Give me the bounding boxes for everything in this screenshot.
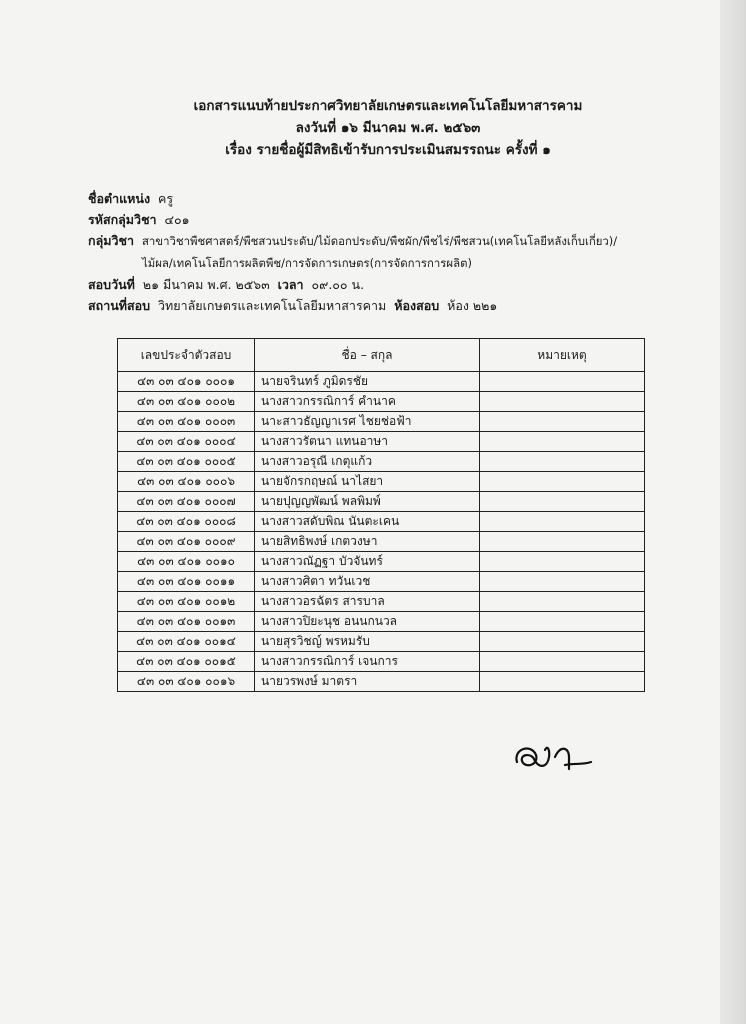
exam-date-label: สอบวันที่ bbox=[88, 277, 135, 292]
exam-id-cell: ๔๓ ๐๓ ๔๐๑ ๐๐๐๖ bbox=[118, 472, 255, 492]
table-row bbox=[118, 472, 645, 492]
note-cell bbox=[480, 632, 645, 652]
exam-id-cell: ๔๓ ๐๓ ๔๐๑ ๐๐๐๒ bbox=[118, 392, 255, 412]
subject-group-row bbox=[88, 230, 708, 252]
name-cell: นายปุญญพัฒน์ พลพิมพ์ bbox=[255, 492, 480, 512]
table-row bbox=[118, 392, 645, 412]
column-header-name: ชื่อ – สกุล bbox=[255, 339, 480, 372]
name-cell: นายสิทธิพงษ์ เกตวงษา bbox=[255, 532, 480, 552]
table-row bbox=[118, 612, 645, 632]
subject-code-row bbox=[88, 209, 708, 230]
venue-label: สถานที่สอบ bbox=[88, 298, 151, 313]
exam-id-cell: ๔๓ ๐๓ ๔๐๑ ๐๐๑๕ bbox=[118, 652, 255, 672]
candidate-table bbox=[117, 338, 645, 692]
exam-id-cell: ๔๓ ๐๓ ๔๐๑ ๐๐๐๙ bbox=[118, 532, 255, 552]
note-cell bbox=[480, 412, 645, 432]
note-cell bbox=[480, 532, 645, 552]
note-cell bbox=[480, 592, 645, 612]
table-row bbox=[118, 572, 645, 592]
name-cell: นางสาวกรรณิการ์ คำนาค bbox=[255, 392, 480, 412]
subject-group-label: กลุ่มวิชา bbox=[88, 233, 134, 248]
table-row bbox=[118, 552, 645, 572]
subject-group-value: สาขาวิชาพืชศาสตร์/พืชสวนประดับ/ไม้ดอกประดับ/พืชผัก/พืชไร่/พืชสวน(เทคโนโลยีหลังเก็บเกี่ยว)/ bbox=[141, 234, 618, 248]
exam-date-row bbox=[88, 274, 708, 295]
header-line-1: เอกสารแนบท้ายประกาศวิทยาลัยเกษตรและเทคโนโลยีมหาสารคาม bbox=[193, 98, 583, 114]
note-cell bbox=[480, 392, 645, 412]
venue-row bbox=[88, 295, 708, 316]
room-value: ห้อง ๒๒๑ bbox=[447, 298, 498, 313]
exam-id-cell: ๔๓ ๐๓ ๔๐๑ ๐๐๐๑ bbox=[118, 372, 255, 392]
column-header-exam-id: เลขประจำตัวสอบ bbox=[118, 339, 255, 372]
header-line-2: ลงวันที่ ๑๖ มีนาคม พ.ศ. ๒๕๖๓ bbox=[295, 120, 481, 136]
exam-id-cell: ๔๓ ๐๓ ๔๐๑ ๐๐๑๐ bbox=[118, 552, 255, 572]
exam-id-cell: ๔๓ ๐๓ ๔๐๑ ๐๐๑๔ bbox=[118, 632, 255, 652]
note-cell bbox=[480, 652, 645, 672]
note-cell bbox=[480, 452, 645, 472]
name-cell: นายวรพงษ์ มาตรา bbox=[255, 672, 480, 692]
exam-id-cell: ๔๓ ๐๓ ๔๐๑ ๐๐๐๔ bbox=[118, 432, 255, 452]
exam-id-cell: ๔๓ ๐๓ ๔๐๑ ๐๐๐๓ bbox=[118, 412, 255, 432]
exam-id-cell: ๔๓ ๐๓ ๔๐๑ ๐๐๑๒ bbox=[118, 592, 255, 612]
exam-id-cell: ๔๓ ๐๓ ๔๐๑ ๐๐๐๗ bbox=[118, 492, 255, 512]
note-cell bbox=[480, 552, 645, 572]
exam-info bbox=[88, 188, 708, 316]
exam-id-cell: ๔๓ ๐๓ ๔๐๑ ๐๐๑๖ bbox=[118, 672, 255, 692]
table-row bbox=[118, 452, 645, 472]
name-cell: นายสุรวิชญ์ พรหมรับ bbox=[255, 632, 480, 652]
header-line-3: เรื่อง รายชื่อผู้มีสิทธิเข้ารับการประเมินสมรรถนะ ครั้งที่ ๑ bbox=[225, 142, 551, 158]
name-cell: นางสาวศิตา ทวันเวช bbox=[255, 572, 480, 592]
position-value: ครู bbox=[158, 191, 174, 206]
note-cell bbox=[480, 512, 645, 532]
table-row bbox=[118, 652, 645, 672]
exam-time-value: ๐๙.๐๐ น. bbox=[311, 277, 365, 292]
exam-id-cell: ๔๓ ๐๓ ๔๐๑ ๐๐๐๘ bbox=[118, 512, 255, 532]
note-cell bbox=[480, 432, 645, 452]
name-cell: นายจักรกฤษณ์ นาไสยา bbox=[255, 472, 480, 492]
name-cell: นางสาวสดับพิณ นันตะเคน bbox=[255, 512, 480, 532]
note-cell bbox=[480, 612, 645, 632]
table-row bbox=[118, 492, 645, 512]
subject-code-value: ๔๐๑ bbox=[164, 212, 190, 227]
table-row bbox=[118, 532, 645, 552]
column-header-note: หมายเหตุ bbox=[480, 339, 645, 372]
table-row bbox=[118, 372, 645, 392]
exam-id-cell: ๔๓ ๐๓ ๔๐๑ ๐๐๑๑ bbox=[118, 572, 255, 592]
exam-id-cell: ๔๓ ๐๓ ๔๐๑ ๐๐๑๓ bbox=[118, 612, 255, 632]
table-row bbox=[118, 512, 645, 532]
handwritten-signature bbox=[505, 735, 600, 780]
subject-group-value-continued: ไม้ผล/เทคโนโลยีการผลิตพืช/การจัดการเกษตร(การจัดการการผลิต) bbox=[142, 256, 472, 270]
position-row bbox=[88, 188, 708, 209]
note-cell bbox=[480, 492, 645, 512]
position-label: ชื่อตำแหน่ง bbox=[88, 191, 151, 206]
room-label: ห้องสอบ bbox=[394, 298, 440, 313]
name-cell: นางสาวกรรณิการ์ เจนการ bbox=[255, 652, 480, 672]
exam-id-cell: ๔๓ ๐๓ ๔๐๑ ๐๐๐๕ bbox=[118, 452, 255, 472]
exam-time-label: เวลา bbox=[277, 277, 304, 292]
note-cell bbox=[480, 372, 645, 392]
venue-value: วิทยาลัยเกษตรและเทคโนโลยีมหาสารคาม bbox=[158, 298, 387, 313]
name-cell: นาะสาวธัญญาเรศ ไชยช่อฟ้า bbox=[255, 412, 480, 432]
note-cell bbox=[480, 472, 645, 492]
note-cell bbox=[480, 672, 645, 692]
table-row bbox=[118, 592, 645, 612]
table-row bbox=[118, 432, 645, 452]
table-row bbox=[118, 632, 645, 652]
table-row bbox=[118, 412, 645, 432]
name-cell: นางสาวอรุณี เกตุแก้ว bbox=[255, 452, 480, 472]
subject-group-row-2 bbox=[88, 252, 708, 274]
name-cell: นางสาวปิยะนุช อนนกนวล bbox=[255, 612, 480, 632]
table-row bbox=[118, 672, 645, 692]
name-cell: นางสาวอรฉัตร สารบาล bbox=[255, 592, 480, 612]
table-header-row bbox=[118, 339, 645, 372]
name-cell: นายจรินทร์ ภูมิดรชัย bbox=[255, 372, 480, 392]
note-cell bbox=[480, 572, 645, 592]
name-cell: นางสาวณัฏฐา บัวจันทร์ bbox=[255, 552, 480, 572]
document-header bbox=[0, 95, 746, 161]
subject-code-label: รหัสกลุ่มวิชา bbox=[88, 212, 157, 227]
name-cell: นางสาวรัตนา แทนอาษา bbox=[255, 432, 480, 452]
exam-date-value: ๒๑ มีนาคม พ.ศ. ๒๕๖๓ bbox=[142, 277, 270, 292]
